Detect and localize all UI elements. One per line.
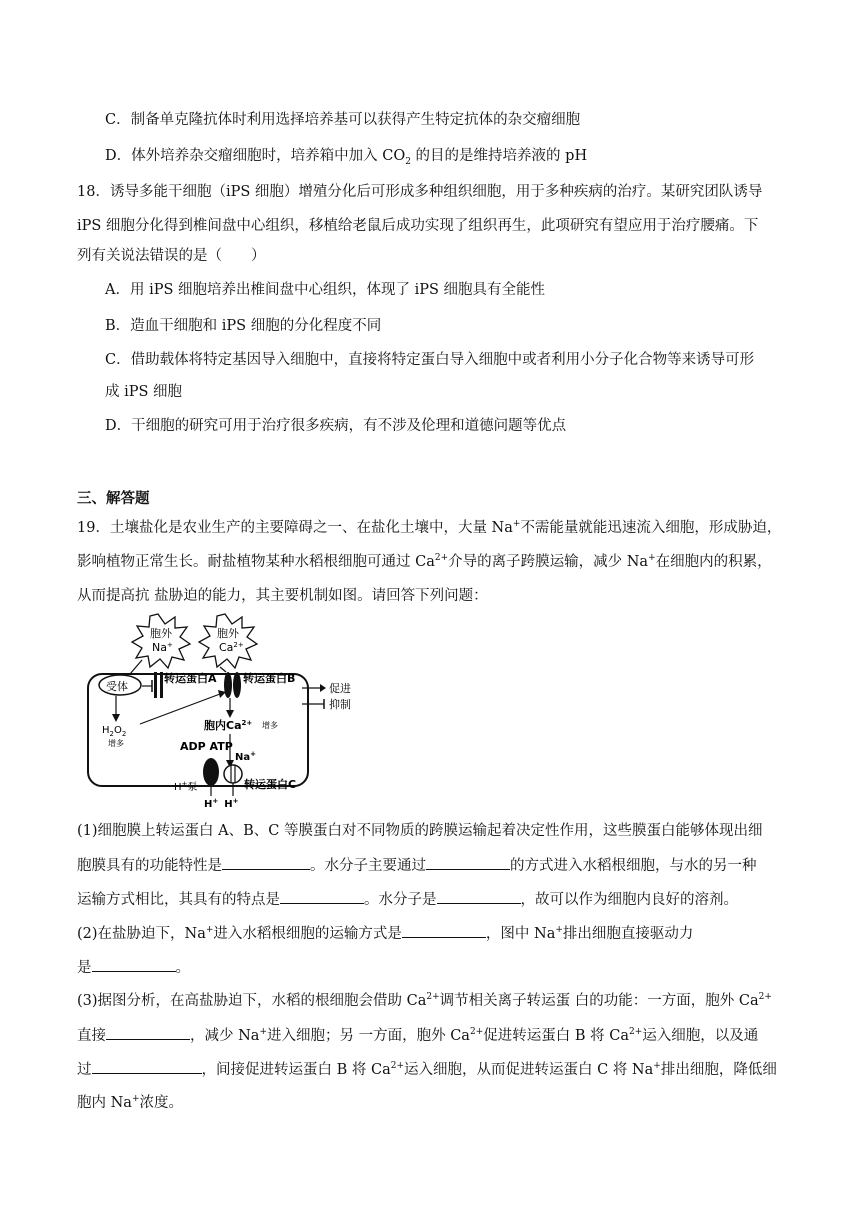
h-pump [203, 758, 219, 786]
q19-part2-line1 [77, 923, 693, 944]
answer-blank[interactable] [426, 855, 510, 870]
text: (3)据图分析，在高盐胁迫下，水稻的根细胞会借助 Ca [77, 993, 427, 1009]
superscript: 2+ [628, 1027, 643, 1038]
answer-blank[interactable] [106, 1025, 190, 1040]
transporter-a [154, 672, 157, 698]
ion-transport-diagram [80, 612, 360, 812]
transporter-a-label: 转运蛋白A [164, 672, 217, 685]
q19-stem-line1 [77, 518, 781, 538]
text: 19．土壤盐化是农业生产的主要障碍之一、在盐化土壤中，大量 Na [77, 520, 513, 536]
text: 运入细胞，从而促进转运蛋白 C 将 Na [404, 1062, 654, 1078]
q18-option-d: D．干细胞的研究可用于治疗很多疾病，有不涉及伦理和道德问题等优点 [105, 418, 567, 434]
transporter-c [224, 765, 242, 783]
q18-option-c-line2: 成 iPS 细胞 [105, 384, 183, 400]
h-out-label: H+ H+ [204, 797, 239, 810]
q19-stem-line3: 从而提高抗 盐胁迫的能力，其主要机制如图。请回答下列问题： [77, 588, 488, 604]
text: ，减少 Na [190, 1028, 260, 1044]
out-na-label-1: 胞外 [150, 627, 172, 640]
text: 调节相关离子转运蛋 白的功能：一方面，胞外 Ca [439, 993, 759, 1009]
q17-option-d [105, 146, 587, 166]
na-plus-label: Na+ [235, 750, 256, 763]
h-pump-label: H+泵 [174, 780, 198, 793]
q18-stem-line1: 18．诱导多能干细胞（iPS 细胞）增殖分化后可形成多种组织细胞，用于多种疾病的治疗。某研究团队诱导 [77, 184, 763, 200]
q18-option-b: B．造血干细胞和 iPS 细胞的分化程度不同 [105, 318, 382, 334]
text: 进入细胞；另 一方面，胞外 Ca [267, 1028, 470, 1044]
out-ca-label-1: 胞外 [217, 627, 239, 640]
text: 在细胞内的积累， [655, 554, 772, 570]
out-na-label-2: Na+ [152, 641, 173, 654]
text: ，间接促进转运蛋白 B 将 Ca [201, 1062, 391, 1078]
text: 影响植物正常生长。耐盐植物某种水稻根细胞可通过 Ca [77, 554, 435, 570]
text: 的方式进入水稻根细胞，与水的另一种 [510, 858, 757, 874]
receptor-label: 受体 [106, 680, 128, 693]
transporter-b [224, 672, 232, 698]
h2o2-increase: 增多 [108, 739, 124, 748]
text: 排出细胞，降低细 [660, 1062, 777, 1078]
superscript: + [205, 925, 214, 936]
text: 胞膜具有的功能特性是 [77, 858, 222, 874]
superscript: 2+ [390, 1061, 405, 1072]
answer-blank[interactable] [437, 889, 521, 904]
superscript: 2+ [434, 553, 449, 564]
text: 。水分子主要通过 [310, 858, 426, 874]
text: 是 [77, 960, 92, 976]
text: 运输方式相比，其具有的特点是 [77, 892, 280, 908]
superscript: + [653, 1061, 661, 1072]
h2o2-label: $H_2O_2$ [102, 725, 127, 738]
answer-blank[interactable] [92, 1059, 202, 1074]
text: 浓度。 [139, 1095, 183, 1111]
answer-blank[interactable] [222, 855, 310, 870]
text: ，故可以作为细胞内良好的溶剂。 [520, 892, 738, 908]
q19-part2-line2 [77, 957, 190, 978]
text: (2)在盐胁迫下，Na [77, 926, 206, 942]
q17-option-c: C．制备单克隆抗体时利用选择培养基可以获得产生特定抗体的杂交瘤细胞 [105, 112, 581, 128]
text: 排出细胞直接驱动力 [562, 926, 694, 942]
answer-blank[interactable] [402, 923, 486, 938]
text: 进入水稻根细胞的运输方式是 [213, 926, 402, 942]
superscript: + [555, 925, 563, 936]
adp-atp-label: ADP ATP [180, 740, 233, 753]
q19-part1-line1: (1)细胞膜上转运蛋白 A、B、C 等膜蛋白对不同物质的跨膜运输起着决定性作用，这些膜蛋白能够体现出细 [77, 823, 763, 839]
superscript: 2+ [426, 992, 440, 1003]
q19-stem-line2 [77, 552, 772, 572]
q18-option-c-line1: C．借助载体将特定基因导入细胞中，直接将特定蛋白导入细胞中或者利用小分子化合物等来诱导可形 [105, 352, 755, 368]
text: 促进转运蛋白 B 将 Ca [483, 1028, 629, 1044]
superscript: 2+ [469, 1027, 484, 1038]
text: 的目的是维持培养液的 pH [410, 148, 588, 164]
text: 不需能量就能迅速流入细胞，形成胁迫， [520, 520, 782, 536]
subscript: 2 [405, 156, 411, 167]
q19-part3-line4 [77, 1093, 183, 1113]
text: 过 [77, 1062, 92, 1078]
superscript: + [259, 1027, 267, 1038]
answer-blank[interactable] [280, 889, 364, 904]
superscript: 2+ [758, 992, 772, 1003]
q18-option-a: A．用 iPS 细胞培养出椎间盘中心组织，体现了 iPS 细胞具有全能性 [105, 282, 546, 298]
superscript: + [648, 553, 656, 564]
transporter-b-label: 转运蛋白B [243, 672, 296, 685]
superscript: + [131, 1094, 140, 1105]
text: D．体外培养杂交瘤细胞时，培养箱中加入 CO [105, 148, 406, 164]
text: 直接 [77, 1028, 106, 1044]
q19-part3-line2 [77, 1025, 758, 1046]
text: 胞内 Na [77, 1095, 132, 1111]
text: ，图中 Na [485, 926, 556, 942]
out-ca-label-2: $Ca^{2+}$ [219, 641, 244, 654]
superscript: + [512, 519, 521, 530]
text: 介导的离子跨膜运输，减少 Na [448, 554, 649, 570]
section-heading: 三、解答题 [77, 490, 150, 507]
q19-part1-line3 [77, 889, 738, 910]
text: 。 [175, 960, 190, 976]
q19-part3-line3 [77, 1059, 777, 1080]
text: 运入细胞，以及通 [642, 1028, 759, 1044]
answer-blank[interactable] [92, 957, 176, 972]
legend-inhibit: 抑制 [329, 698, 351, 711]
transporter-c-label: 转运蛋白C [244, 778, 297, 791]
legend-promote: 促进 [329, 682, 351, 695]
ca-in-label: 胞内$Ca^{2+}$ [204, 719, 253, 732]
q18-stem-line2: iPS 细胞分化得到椎间盘中心组织，移植给老鼠后成功实现了组织再生，此项研究有望应用于治疗腰痛。下 [77, 218, 759, 234]
q19-part1-line2 [77, 855, 757, 876]
q19-part3-line1 [77, 991, 772, 1011]
text: 。水分子是 [364, 892, 437, 908]
q18-stem-line3: 列有关说法错误的是（ ） [77, 248, 266, 264]
ca-in-increase: 增多 [262, 721, 278, 730]
